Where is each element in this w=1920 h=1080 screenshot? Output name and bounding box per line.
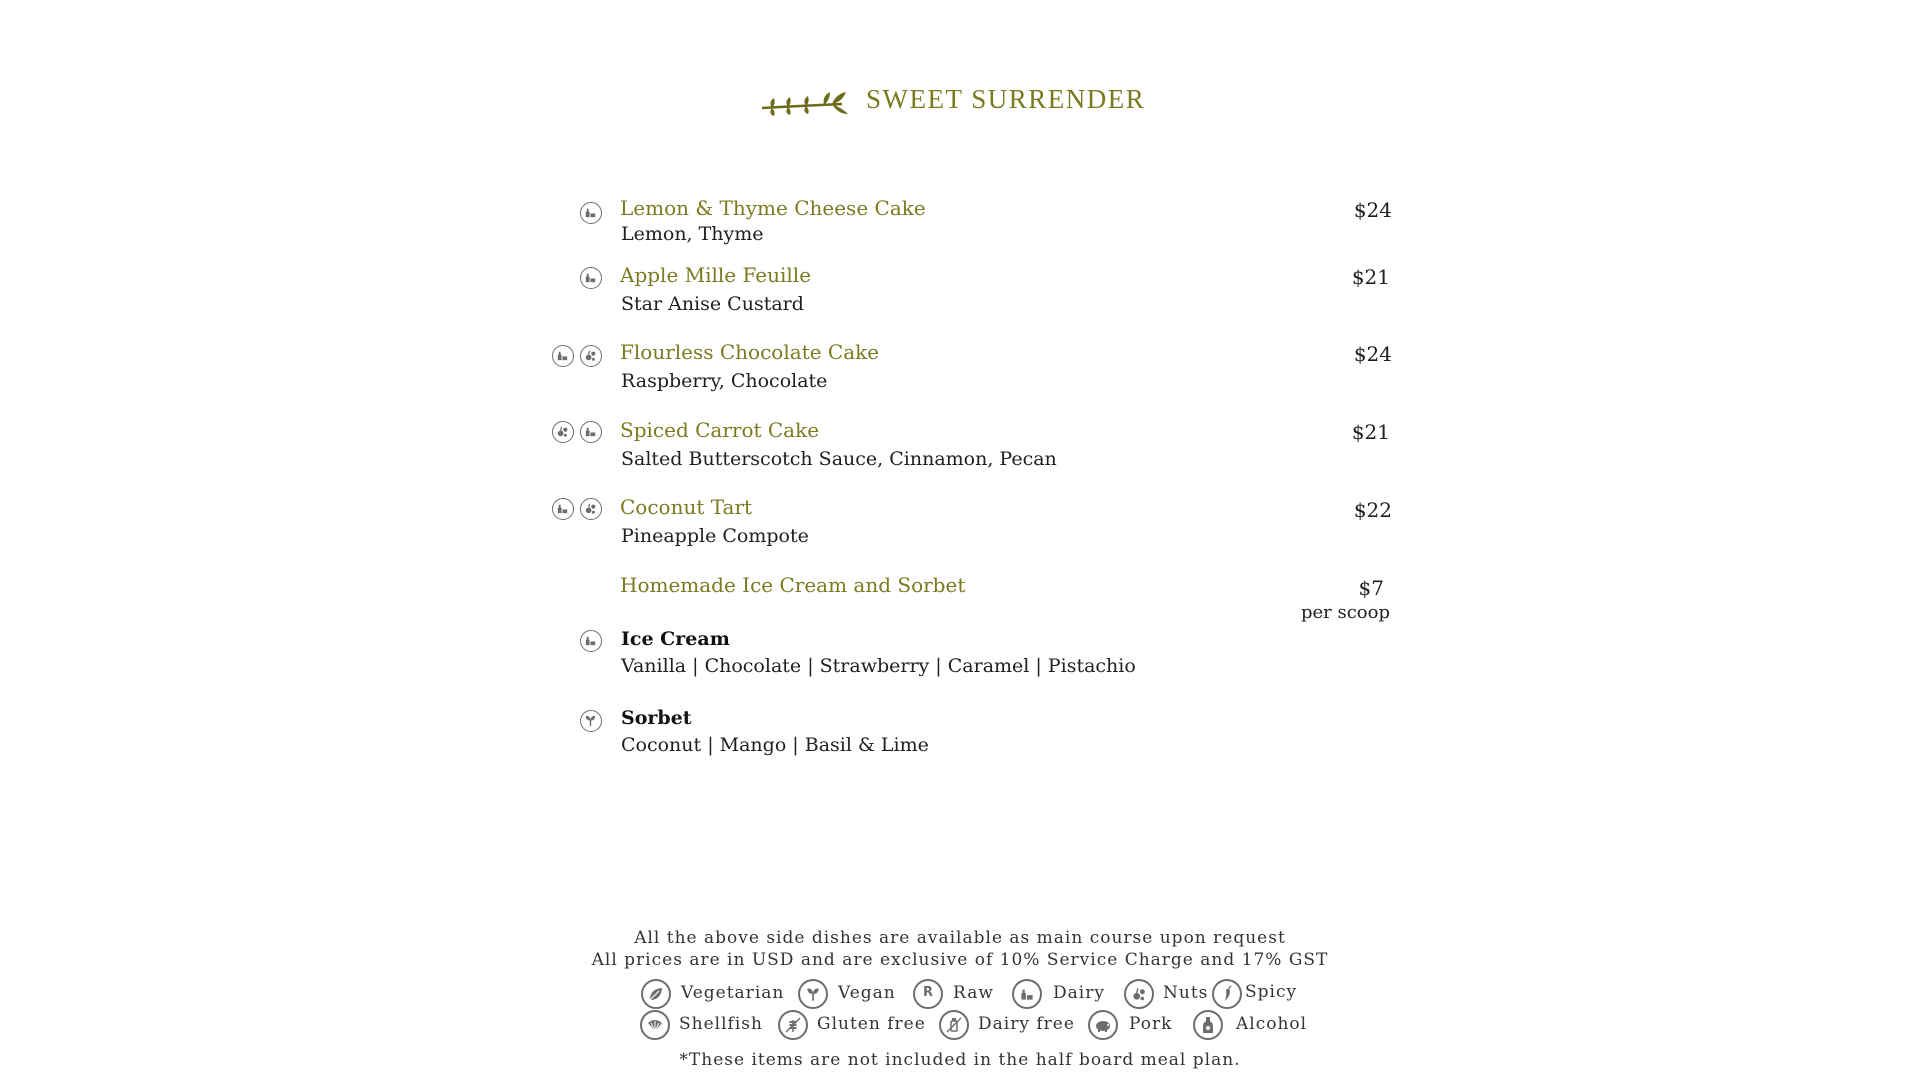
raw-symbol: R [923, 985, 934, 1000]
item-name: Lemon & Thyme Cheese Cake [620, 196, 926, 220]
legend-label: Dairy [1053, 983, 1105, 1003]
item-price: $21 [1351, 265, 1390, 289]
pork-icon [1088, 1010, 1118, 1040]
footer-note-prices: All prices are in USD and are exclusive of 10% Service Charge and 17% GST [591, 950, 1329, 970]
item-description: Star Anise Custard [621, 293, 804, 315]
legend-label: Spicy [1245, 982, 1298, 1002]
legend-label: Nuts [1163, 983, 1209, 1003]
gluten-free-icon [778, 1010, 808, 1040]
item-description: Raspberry, Chocolate [621, 370, 828, 392]
dairy-free-icon [939, 1010, 969, 1040]
legend-label: Pork [1129, 1014, 1173, 1034]
footer-note-half-board: *These items are not included in the half board meal plan. [679, 1050, 1241, 1070]
shellfish-icon [640, 1010, 670, 1040]
dairy-icon [580, 267, 602, 289]
sorbet-title: Sorbet [621, 707, 692, 729]
legend-label: Shellfish [679, 1014, 763, 1034]
item-price: $22 [1353, 498, 1392, 522]
item-price: $7 [1358, 576, 1384, 600]
legend-label: Alcohol [1236, 1014, 1308, 1034]
menu-header [0, 78, 1920, 128]
legend-label: Raw [953, 983, 994, 1003]
item-price: $24 [1353, 198, 1392, 222]
ice-cream-title: Ice Cream [621, 628, 730, 650]
leaf-icon [641, 979, 671, 1009]
ice-cream-flavors: Vanilla | Chocolate | Strawberry | Caramel | Pistachio [621, 655, 1136, 677]
nuts-icon [580, 345, 602, 367]
nuts-icon [580, 498, 602, 520]
item-description: Pineapple Compote [621, 525, 809, 547]
dairy-icon [580, 421, 602, 443]
legend-label: Gluten free [817, 1014, 926, 1034]
dairy-icon [1012, 979, 1042, 1009]
nuts-icon [552, 421, 574, 443]
dairy-icon [552, 498, 574, 520]
item-name: Coconut Tart [620, 495, 753, 519]
sorbet-flavors: Coconut | Mango | Basil & Lime [621, 734, 929, 756]
dairy-icon [552, 345, 574, 367]
item-description: Salted Butterscotch Sauce, Cinnamon, Pecan [621, 448, 1057, 470]
legend-label: Dairy free [978, 1014, 1075, 1034]
page-title: SWEET SURRENDER [866, 84, 1146, 114]
sprout-icon [580, 710, 602, 732]
footer-note-main-course: All the above side dishes are available as main course upon request [634, 928, 1286, 948]
item-name: Flourless Chocolate Cake [620, 340, 880, 364]
nuts-icon [1124, 979, 1154, 1009]
item-name: Apple Mille Feuille [620, 263, 812, 287]
item-price: $24 [1353, 342, 1392, 366]
item-name: Homemade Ice Cream and Sorbet [620, 573, 966, 597]
price-unit: per scoop [1300, 602, 1390, 623]
dairy-icon [580, 630, 602, 652]
raw-icon [913, 979, 943, 1009]
item-price: $21 [1351, 420, 1390, 444]
item-name: Spiced Carrot Cake [620, 418, 820, 442]
sprout-icon [798, 979, 828, 1009]
item-description: Lemon, Thyme [621, 223, 764, 245]
legend-label: Vegetarian [681, 983, 785, 1003]
legend-label: Vegan [838, 983, 896, 1003]
chili-icon [1212, 979, 1242, 1009]
dairy-icon [580, 202, 602, 224]
sprig-icon [758, 84, 850, 118]
alcohol-icon [1193, 1010, 1223, 1040]
